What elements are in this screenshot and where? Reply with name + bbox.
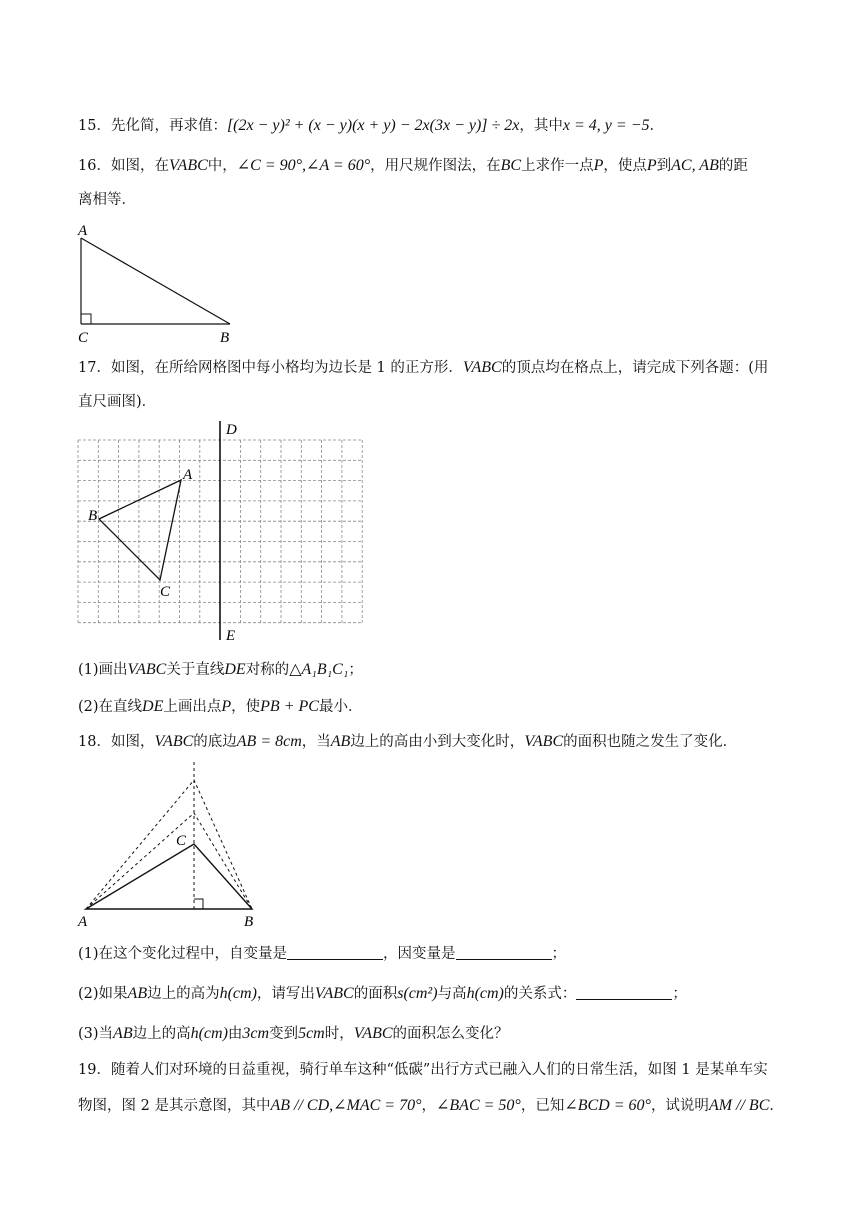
q17-label-e: E <box>226 628 236 644</box>
q17-sub2-p: P <box>221 698 232 715</box>
q18-sub3-f: 的面积怎么变化？ <box>392 1026 509 1042</box>
q18-sub3-a: (3)当 <box>78 1026 114 1042</box>
q15-end: ． <box>649 118 664 134</box>
q17-text-b: 的顶点均在格点上，请完成下列各题：(用 <box>501 360 769 376</box>
q18-sub2-s: s(cm²) <box>397 985 438 1002</box>
q17-number: 17． <box>78 360 111 376</box>
q19-text-c: ，已知 <box>520 1098 565 1114</box>
q16-label-b: B <box>220 330 230 346</box>
q18-sub3-b: 边上的高 <box>132 1026 191 1042</box>
q17-sub1-a: (1)画出 <box>78 662 128 678</box>
q16-p: P <box>593 157 604 174</box>
q18-sub1-end: ； <box>551 946 567 962</box>
q16-text-f: 到 <box>656 158 672 174</box>
q16-triangle-figure <box>72 222 242 348</box>
q16-line1 <box>78 156 748 176</box>
q18-sub2-b: 边上的高为 <box>147 986 220 1002</box>
q18-sub2-tri: VABC <box>314 985 354 1002</box>
q17-line2: 直尺画图)． <box>78 394 157 410</box>
q17-line1 <box>78 358 768 378</box>
q18-sub1 <box>78 944 566 964</box>
q17-sub1-end: ； <box>348 662 363 678</box>
q18-blank-3[interactable] <box>576 985 672 1000</box>
q18-sub3-ab: AB <box>113 1025 133 1042</box>
q18-sub3-c: 由 <box>227 1026 243 1042</box>
q18-sub2-e: 与高 <box>437 986 467 1002</box>
q19-text-a: 物图，图 2 是其示意图，其中 <box>78 1098 271 1114</box>
q19-text-d: ，试说明 <box>650 1098 709 1114</box>
q17-sub2-de: DE <box>142 698 164 715</box>
q17-triangle: VABC <box>462 359 502 376</box>
q18-triangle-abc <box>86 844 252 909</box>
q17-sub2-b: 上画出点 <box>163 699 222 715</box>
q18-dashed-triangles <box>86 780 252 909</box>
q18-sub3-v1: 3cm <box>242 1025 270 1042</box>
q18-label-b: B <box>244 914 254 930</box>
q17-text-a: 如图，在所给网格图中每小格均为边长是 1 的正方形． <box>110 360 463 376</box>
q16-angles: ∠C = 90°,∠A = 60° <box>236 157 371 174</box>
q17-sub2-end: 最小． <box>318 699 363 715</box>
q19-parallel: AB // CD,∠MAC = 70° <box>270 1097 422 1114</box>
q18-tri2: VABC <box>524 733 564 750</box>
q18-text-d: 边上的高由小到大变化时， <box>350 734 525 750</box>
q19-text-1: 随着人们对环境的日益重视，骑行单车这种“低碳”出行方式已融入人们的日常生活，如图 1 是某单车实 <box>110 1062 768 1078</box>
q17-grid-figure <box>72 418 382 646</box>
q16-triangle-shape <box>81 238 230 324</box>
q17-triangle-abc <box>99 480 181 580</box>
q18-text-a: 如图， <box>110 734 155 750</box>
q18-sub3-d: 变到 <box>269 1026 299 1042</box>
q16-text-a: 如图，在 <box>110 158 169 174</box>
q17-sub2-c: ，使 <box>231 699 261 715</box>
q18-tri: VABC <box>154 733 194 750</box>
q17-sub1-b: 关于直线 <box>166 662 225 678</box>
q16-label-c: C <box>78 330 89 346</box>
q18-sub1-b: ，因变量是 <box>383 946 456 962</box>
q16-number: 16． <box>78 158 111 174</box>
q18-sub1-a: (1)在这个变化过程中，自变量是 <box>78 946 288 962</box>
q17-label-b: B <box>88 508 98 524</box>
q15-mid: ，其中 <box>519 118 563 134</box>
q15-number: 15． <box>78 118 111 134</box>
q18-line1 <box>78 732 737 752</box>
q18-ab: AB <box>330 733 351 750</box>
q16-label-a: A <box>78 223 88 239</box>
q17-sub1 <box>78 660 363 680</box>
q17-sub1-tri: VABC <box>127 661 167 678</box>
q17-sub1-de: DE <box>224 661 246 678</box>
q18-sub2-end: ； <box>672 986 687 1002</box>
q18-label-c: C <box>176 833 187 849</box>
q17-sub2-a: (2)在直线 <box>78 699 143 715</box>
q19-bcd: ∠BCD = 60° <box>564 1097 651 1114</box>
q18-right-angle <box>194 899 203 909</box>
q19-line2 <box>78 1096 784 1116</box>
q19-text-b: ， <box>421 1098 436 1114</box>
q18-sub2-h: h(cm) <box>219 985 257 1002</box>
q15-line <box>78 116 664 136</box>
q18-sub3-h: h(cm) <box>190 1025 228 1042</box>
q18-sub2-d: 的面积 <box>353 986 398 1002</box>
q17-sub2-expr: PB + PC <box>260 698 319 715</box>
q19-end: ． <box>769 1098 784 1114</box>
q16-text-g: 的距 <box>718 158 748 174</box>
q16-p2: P <box>646 157 657 174</box>
q18-label-a: A <box>78 914 88 930</box>
q17-sub2 <box>78 697 362 717</box>
q19-bac: ∠BAC = 50° <box>436 1097 521 1114</box>
q17-label-a: A <box>183 467 193 483</box>
q18-ab-val: AB = 8cm <box>236 733 302 750</box>
q18-sub3-tri: VABC <box>353 1025 393 1042</box>
q18-sub3-e: 时， <box>324 1026 354 1042</box>
q16-text-d: 上求作一点 <box>521 158 594 174</box>
q18-number: 18． <box>78 734 111 750</box>
q16-text-c: ，用尺规作图法，在 <box>370 158 501 174</box>
q18-triangle-figure <box>72 754 272 932</box>
q18-sub3 <box>78 1024 509 1044</box>
q18-blank-2[interactable] <box>456 945 552 960</box>
q18-text-c: ，当 <box>301 734 331 750</box>
q15-lead: 先化简，再求值： <box>110 118 227 134</box>
q18-text-b: 的底边 <box>193 734 237 750</box>
q18-sub2-h2: h(cm) <box>466 985 504 1002</box>
q18-sub2-ab: AB <box>127 985 148 1002</box>
q18-sub2 <box>78 984 687 1004</box>
q17-label-c: C <box>160 584 171 600</box>
q16-bc: BC <box>500 157 522 174</box>
q18-sub2-f: 的关系式： <box>503 986 577 1002</box>
q17-sub1-c: 对称的 <box>245 662 290 678</box>
q17-label-d: D <box>226 422 237 438</box>
q16-triangle: VABC <box>168 157 208 174</box>
q18-blank-1[interactable] <box>287 945 383 960</box>
q15-condition: x = 4, y = −5 <box>562 117 650 134</box>
q16-text-b: 中， <box>207 158 237 174</box>
q19-number: 19． <box>78 1062 111 1078</box>
q18-sub3-v2: 5cm <box>298 1025 325 1042</box>
q17-sub1-tri2: △A₁B₁C₁ <box>289 661 349 678</box>
q15-expression: [(2x − y)² + (x − y)(x + y) − 2x(3x − y)] ÷ 2x <box>226 117 520 134</box>
q16-acab: AC, AB <box>671 157 719 174</box>
q19-am: AM // BC <box>708 1097 770 1114</box>
q18-sub2-a: (2)如果 <box>78 986 128 1002</box>
q16-line2: 离相等． <box>78 192 136 208</box>
q19-line1 <box>78 1060 768 1080</box>
q18-text-e: 的面积也随之发生了变化． <box>563 734 738 750</box>
q18-sub2-c: ，请写出 <box>256 986 315 1002</box>
q16-text-e: ，使点 <box>603 158 647 174</box>
